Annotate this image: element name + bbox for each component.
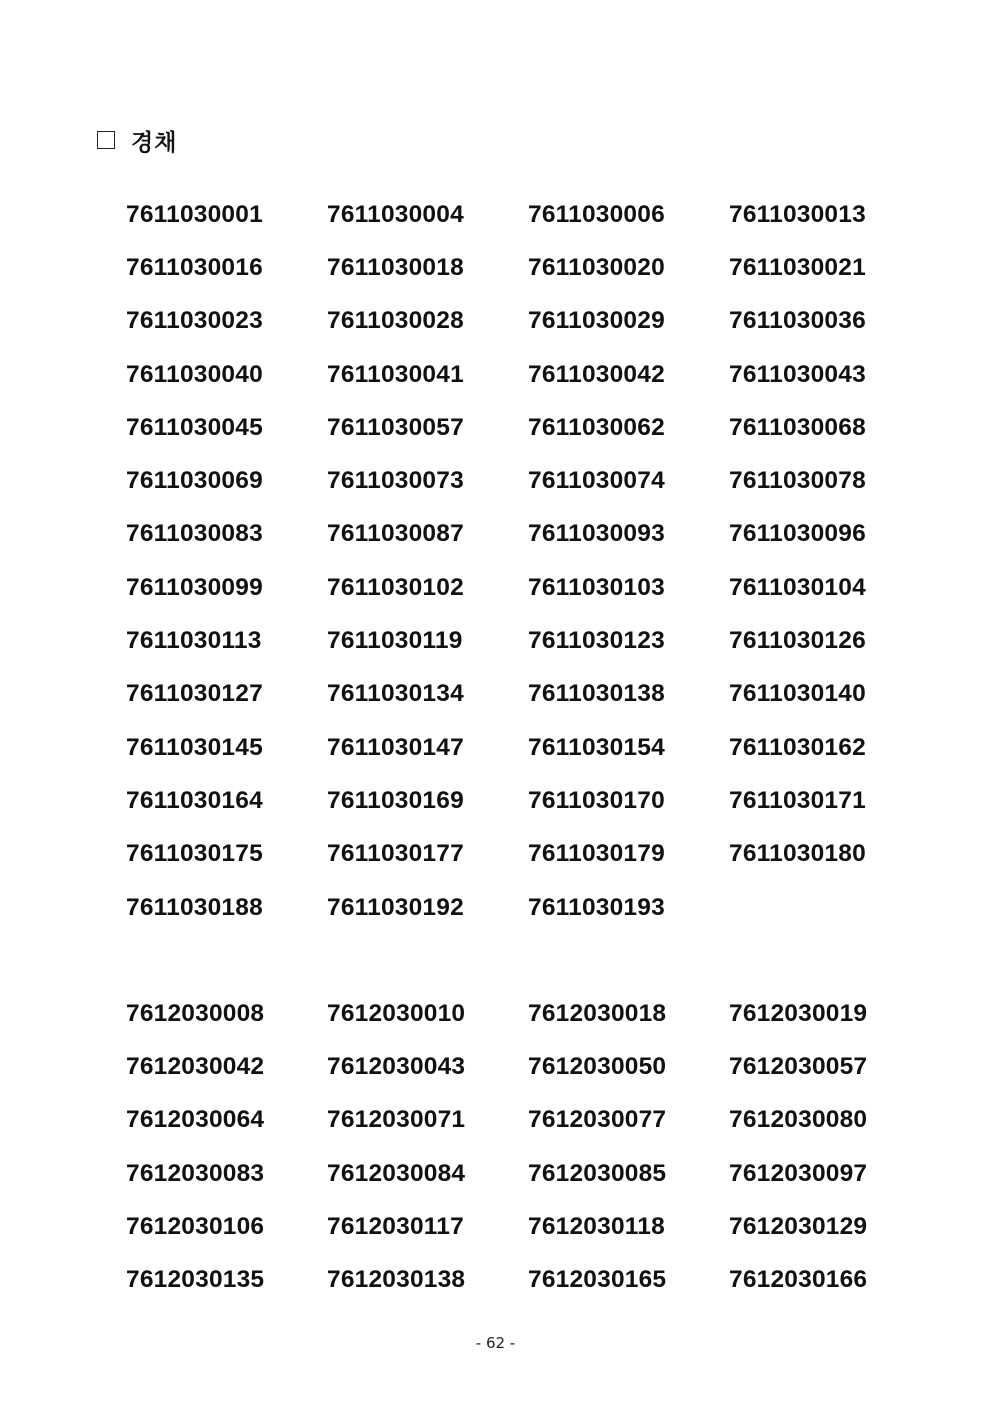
code-item: 7611030119	[327, 627, 463, 655]
code-item: 7611030179	[528, 840, 665, 868]
code-item: 7612030083	[126, 1159, 265, 1187]
code-item: 7611030023	[126, 307, 263, 335]
code-item: 7611030087	[327, 520, 464, 548]
code-item: 7612030097	[729, 1159, 868, 1187]
code-item: 7611030016	[126, 253, 263, 281]
code-item: 7612030129	[729, 1212, 868, 1240]
code-item: 7611030029	[528, 307, 665, 335]
code-item: 7612030064	[126, 1106, 265, 1134]
code-item: 7611030147	[327, 733, 464, 761]
code-item: 7612030010	[327, 999, 466, 1027]
code-list-group-2	[126, 987, 930, 1307]
code-item: 7611030113	[126, 627, 262, 655]
checkbox-square-icon	[97, 131, 115, 149]
code-item: 7611030001	[126, 200, 263, 228]
code-item: 7611030078	[729, 467, 866, 495]
code-item: 7612030138	[327, 1266, 466, 1294]
code-item: 7611030069	[126, 467, 263, 495]
code-item: 7611030020	[528, 253, 665, 281]
code-item: 7611030013	[729, 200, 866, 228]
code-item: 7611030104	[729, 573, 866, 601]
code-item: 7611030036	[729, 307, 866, 335]
code-item: 7612030050	[528, 1052, 667, 1080]
code-item: 7611030140	[729, 680, 866, 708]
code-item: 7611030102	[327, 573, 464, 601]
code-item: 7611030006	[528, 200, 665, 228]
code-item: 7612030106	[126, 1212, 265, 1240]
code-item: 7611030073	[327, 467, 464, 495]
code-item: 7612030085	[528, 1159, 667, 1187]
code-item: 7611030127	[126, 680, 263, 708]
code-item: 7611030083	[126, 520, 263, 548]
code-item: 7611030042	[528, 360, 665, 388]
code-item: 7611030045	[126, 413, 263, 441]
code-item: 7611030099	[126, 573, 263, 601]
code-item: 7611030126	[729, 627, 866, 655]
code-item: 7611030188	[126, 893, 263, 921]
code-item: 7611030193	[528, 893, 665, 921]
code-item: 7611030170	[528, 786, 665, 814]
code-item: 7611030154	[528, 733, 665, 761]
code-item: 7611030171	[729, 786, 866, 814]
code-item: 7611030192	[327, 893, 464, 921]
code-item: 7611030062	[528, 413, 665, 441]
code-item: 7611030169	[327, 786, 464, 814]
code-item: 7611030175	[126, 840, 263, 868]
code-item: 7612030071	[327, 1106, 466, 1134]
section-title: 경채	[131, 129, 178, 156]
code-item: 7611030004	[327, 200, 464, 228]
code-item: 7612030117	[327, 1212, 464, 1240]
code-item: 7611030145	[126, 733, 263, 761]
code-item: 7612030084	[327, 1159, 466, 1187]
code-item: 7612030019	[729, 999, 868, 1027]
code-item: 7611030093	[528, 520, 665, 548]
code-item: 7612030165	[528, 1266, 667, 1294]
code-item: 7611030123	[528, 627, 665, 655]
code-item: 7611030057	[327, 413, 464, 441]
code-item: 7611030043	[729, 360, 866, 388]
page-number: - 62 -	[475, 1334, 516, 1352]
section-header	[97, 122, 177, 158]
code-item: 7611030134	[327, 680, 464, 708]
code-item: 7611030162	[729, 733, 866, 761]
code-list-group-1	[126, 188, 930, 934]
code-item: 7612030043	[327, 1052, 466, 1080]
code-item: 7611030074	[528, 467, 665, 495]
code-item: 7611030177	[327, 840, 464, 868]
code-item: 7612030008	[126, 999, 265, 1027]
code-item: 7611030180	[729, 840, 866, 868]
code-item: 7612030118	[528, 1212, 665, 1240]
code-item: 7612030135	[126, 1266, 265, 1294]
code-item: 7611030096	[729, 520, 866, 548]
code-item: 7611030018	[327, 253, 464, 281]
code-item: 7611030041	[327, 360, 464, 388]
code-item: 7611030040	[126, 360, 263, 388]
code-item: 7612030166	[729, 1266, 868, 1294]
code-item: 7612030077	[528, 1106, 667, 1134]
code-item: 7612030042	[126, 1052, 265, 1080]
code-item: 7612030080	[729, 1106, 868, 1134]
code-item: 7612030057	[729, 1052, 868, 1080]
code-item: 7611030138	[528, 680, 665, 708]
code-item: 7611030103	[528, 573, 665, 601]
code-item: 7611030164	[126, 786, 263, 814]
code-item: 7611030021	[729, 253, 866, 281]
code-item: 7611030068	[729, 413, 866, 441]
code-item: 7611030028	[327, 307, 464, 335]
code-item: 7612030018	[528, 999, 667, 1027]
